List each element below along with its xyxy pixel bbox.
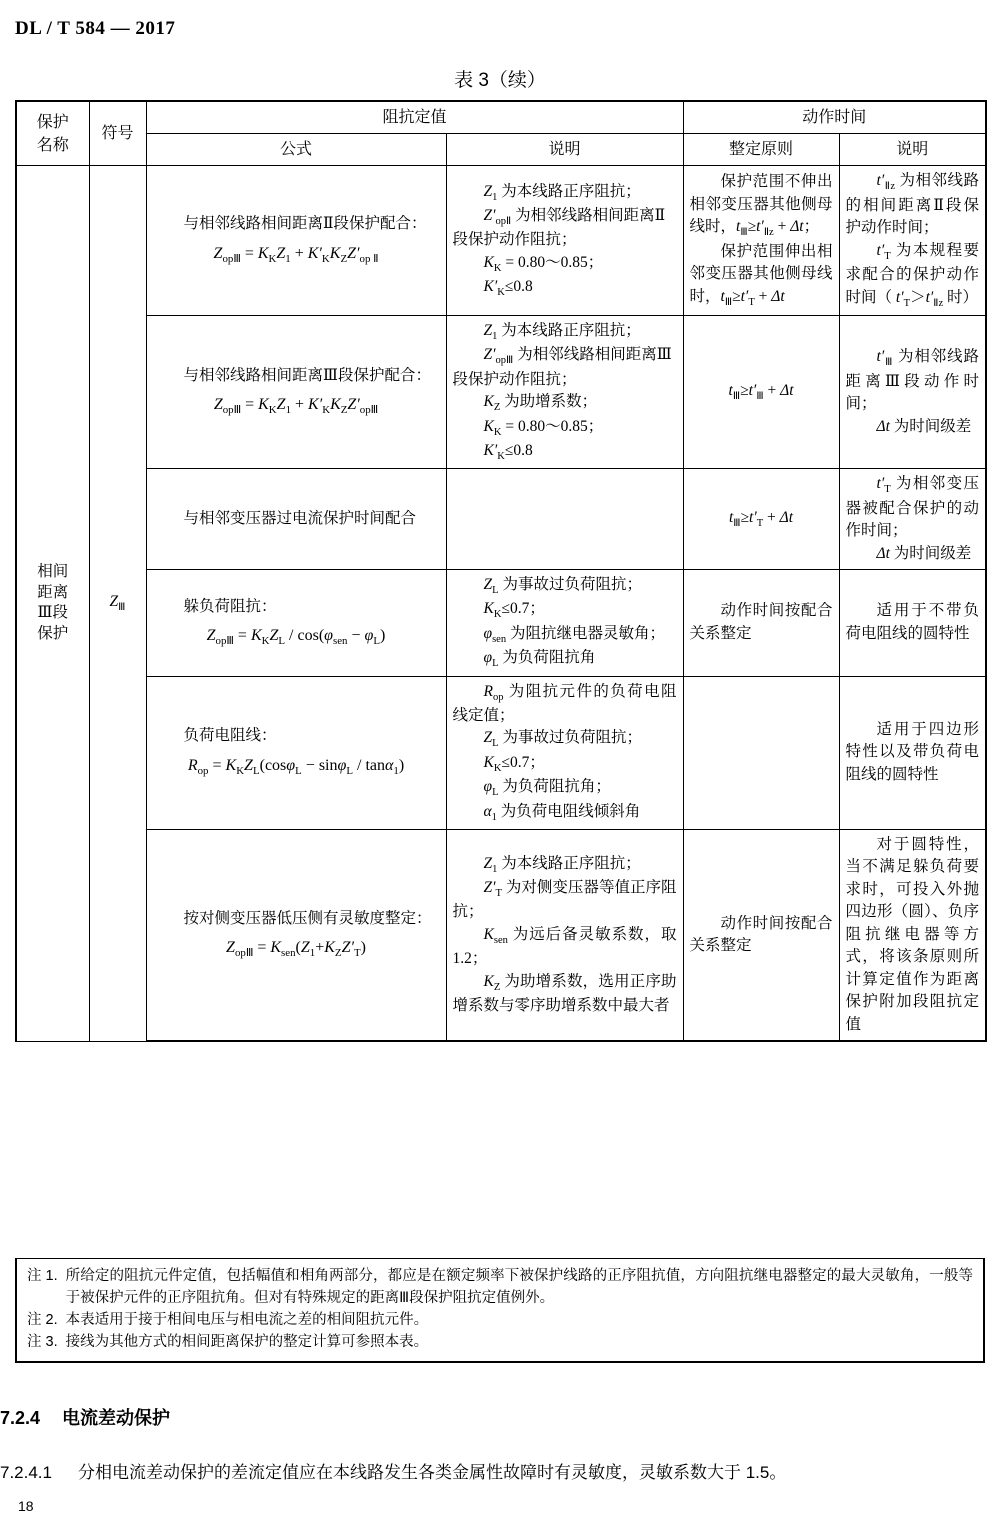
table-row (16, 315, 986, 468)
col-header-formula: 公式 (146, 134, 446, 166)
cell-formula (146, 570, 446, 677)
col-header-operation-time: 动作时间 (683, 101, 986, 134)
note-item (27, 1331, 973, 1353)
table-row (16, 570, 986, 677)
col-header-time-description: 说明 (839, 134, 986, 166)
time-desc-text: $t'_T$ 为相邻变压器被配合保护的动作时间； (845, 475, 980, 540)
time-desc-text: $t'_T$ 为本规程要求配合的保护动作时间（ $t'_T>t'_{Ⅱz}$ 时） (845, 241, 980, 309)
time-desc-text: Δt 为时间级差 (876, 417, 972, 435)
cell-setting-principle (683, 676, 839, 829)
col-header-protection-name: 保护 名称 (16, 101, 89, 166)
table-caption: 表 3（续） (454, 70, 546, 91)
cell-formula (146, 829, 446, 1041)
paragraph-number: 7.2.4.1 (0, 1463, 52, 1482)
principle-text: 保护范围伸出相邻变压器其他侧母线时，$t_Ⅲ\ge t'_T + \Delta t$ (689, 242, 833, 308)
desc-line: $K_K\le 0.7$； (483, 753, 545, 774)
formula-expression: $Z_{opⅢ} = K_KZ_1 + K'_KK_ZZ'_{opⅢ}$ (213, 396, 379, 417)
cell-formula (146, 315, 446, 468)
note-label: 注 2. (27, 1312, 58, 1329)
paragraph-7-2-4-1 (0, 1458, 985, 1483)
time-desc-text: 对于圆特性，当不满足躲负荷要求时，可投入外抛四边形（圆）、负序阻抗继电器等方式，将该条原则所计算定值作为距离保护附加段阻抗定值 (845, 835, 980, 1033)
table-header-row-1 (16, 101, 986, 134)
desc-line: $K'_K\le 0.8$ (483, 441, 533, 462)
table-row (16, 829, 986, 1041)
principle-text: 动作时间按配合关系整定 (689, 914, 833, 954)
cell-description (446, 829, 683, 1041)
cell-time-description (839, 166, 986, 316)
section-title: 电流差动保护 (62, 1408, 170, 1428)
formula-label: 与相邻变压器过电流保护时间配合 (183, 509, 417, 527)
cell-formula (146, 469, 446, 570)
section-number: 7.2.4 (0, 1408, 41, 1428)
desc-line: $K_Z$ 为助增系数，选用正序助增系数与零序助增系数中最大者 (452, 972, 677, 1014)
formula-expression: $R_{op} = K_KZ_L(\cos\varphi_L - \sin\varphi_L / \tan\alpha_1)$ (187, 756, 405, 778)
col-header-description: 说明 (446, 134, 683, 166)
cell-setting-principle: $t_Ⅲ\ge t'_Ⅲ + \Delta t$ (683, 315, 839, 468)
note-text: 所给定的阻抗元件定值，包括幅值和相角两部分，都应是在额定频率下被保护线路的正序阻抗值，方向阻抗继电器整定的最大灵敏角，一般等于被保护元件的正序阻抗角。但对有特殊规定的距离Ⅲ段保护阻抗定值例外。 (65, 1268, 973, 1307)
table-row (16, 469, 986, 570)
cell-setting-principle (683, 570, 839, 677)
desc-line: $Z_1$ 为本线路正序阻抗； (483, 182, 641, 203)
desc-line: $\varphi_L$ 为负荷阻抗角 (483, 649, 596, 670)
time-desc-text: $t'_{Ⅱz}$ 为相邻线路的相间距离Ⅱ段保护动作时间； (845, 172, 980, 237)
table-header-row-2 (16, 134, 986, 166)
note-label: 注 1. (27, 1268, 58, 1284)
formula-expression: $Z_{opⅢ} = K_KZ_1 + K'_KK_ZZ'_{op Ⅱ}$ (213, 244, 379, 266)
time-desc-text: $t'_Ⅲ$ 为相邻线路距离Ⅲ段动作时间； (845, 348, 980, 413)
cell-description (446, 166, 683, 316)
table-body (16, 166, 986, 1041)
desc-line: $Z_L$ 为事故过负荷阻抗； (483, 576, 642, 597)
desc-line: $K'_K\le 0.8$ (483, 278, 533, 299)
formula-label: 负荷电阻线： (183, 727, 277, 745)
col-header-symbol: 符号 (89, 101, 146, 166)
desc-line: $\varphi_L$ 为负荷阻抗角； (483, 778, 611, 799)
desc-line: $K_K\le 0.7$； (483, 600, 545, 621)
cell-time-description (839, 570, 986, 677)
note-text: 本表适用于接于相间电压与相电流之差的相间阻抗元件。 (65, 1312, 429, 1329)
principle-text: 动作时间按配合关系整定 (689, 602, 833, 642)
formula-label: 躲负荷阻抗： (183, 597, 277, 615)
cell-formula (146, 676, 446, 829)
desc-line: $K_Z$ 为助增系数； (483, 393, 598, 414)
table-header (16, 101, 986, 166)
cell-description (446, 469, 683, 570)
cell-formula (146, 166, 446, 316)
desc-line: $Z'_{opⅡ}$ 为相邻线路相间距离Ⅱ段保护动作阻抗； (452, 207, 666, 249)
col-header-impedance-setting: 阻抗定值 (146, 101, 683, 134)
time-desc-text: Δt 为时间级差 (876, 544, 972, 562)
cell-protection-name: 相间 距离 Ⅲ段 保护 (16, 166, 89, 1041)
desc-line: $Z_1$ 为本线路正序阻抗； (483, 854, 641, 875)
desc-line: $K_K$ = 0.80～0.85； (483, 253, 604, 274)
time-desc-text: 适用于四边形特性以及带负荷电阻线的圆特性 (845, 721, 980, 783)
cell-time-description (839, 676, 986, 829)
table-3-continued (15, 100, 987, 1042)
cell-time-description (839, 469, 986, 570)
page-number: 18 (18, 1498, 34, 1514)
table-row (16, 166, 986, 316)
formula-label: 按对侧变压器低压侧有灵敏度整定： (183, 909, 432, 927)
desc-line: $K_K$ = 0.80～0.85； (483, 417, 604, 438)
cell-time-description (839, 315, 986, 468)
desc-line: $Z'_{opⅢ}$ 为相邻线路相间距离Ⅲ段保护动作阻抗； (452, 346, 672, 388)
cell-setting-principle (683, 829, 839, 1041)
formula-expression: $Z_{opⅢ} = K_{sen}(Z_1+K_ZZ'_T)$ (226, 939, 366, 960)
desc-line: $Z'_T$ 为对侧变压器等值正序阻抗； (452, 878, 677, 921)
note-item (27, 1309, 973, 1331)
note-item (27, 1265, 973, 1309)
col-header-setting-principle: 整定原则 (683, 134, 839, 166)
note-text: 接线为其他方式的相间距离保护的整定计算可参照本表。 (65, 1334, 429, 1351)
paragraph-text: 分相电流差动保护的差流定值应在本线路发生各类金属性故障时有灵敏度，灵敏系数大于 1.5。 (78, 1463, 787, 1482)
formula-expression: $Z_{opⅢ} = K_KZ_L / \cos(\varphi_{sen} - \varphi_L)$ (206, 627, 386, 648)
desc-line: $K_{sen}$ 为远后备灵敏系数，取 1.2； (452, 925, 677, 968)
note-label: 注 3. (27, 1334, 58, 1351)
principle-text: 保护范围不伸出相邻变压器其他侧母线时，$t_Ⅲ\ge t'_{Ⅱz} + \Delta t$； (689, 173, 833, 239)
cell-description (446, 315, 683, 468)
standard-number-header: DL / T 584 — 2017 (15, 18, 176, 39)
desc-line: $Z_L$ 为事故过负荷阻抗； (483, 729, 642, 750)
cell-description (446, 570, 683, 677)
cell-symbol: $Z_Ⅲ$ (89, 166, 146, 1041)
cell-description (446, 676, 683, 829)
formula-label: 与相邻线路相间距离Ⅱ段保护配合： (183, 215, 427, 233)
desc-line: $Z_1$ 为本线路正序阻抗； (483, 321, 641, 342)
section-heading-7-2-4 (0, 1404, 170, 1430)
cell-time-description (839, 829, 986, 1041)
desc-line: $R_{op}$ 为阻抗元件的负荷电阻线定值； (452, 682, 677, 724)
table-notes (15, 1258, 985, 1363)
time-desc-text: 适用于不带负荷电阻线的圆特性 (845, 602, 980, 642)
cell-setting-principle: $t_Ⅲ\ge t'_T + \Delta t$ (683, 469, 839, 570)
cell-setting-principle (683, 166, 839, 316)
formula-label: 与相邻线路相间距离Ⅲ段保护配合： (183, 366, 431, 384)
desc-line: $\varphi_{sen}$ 为阻抗继电器灵敏角； (483, 624, 666, 645)
desc-line: $\alpha_1$ 为负荷电阻线倾斜角 (483, 802, 641, 823)
table-row (16, 676, 986, 829)
